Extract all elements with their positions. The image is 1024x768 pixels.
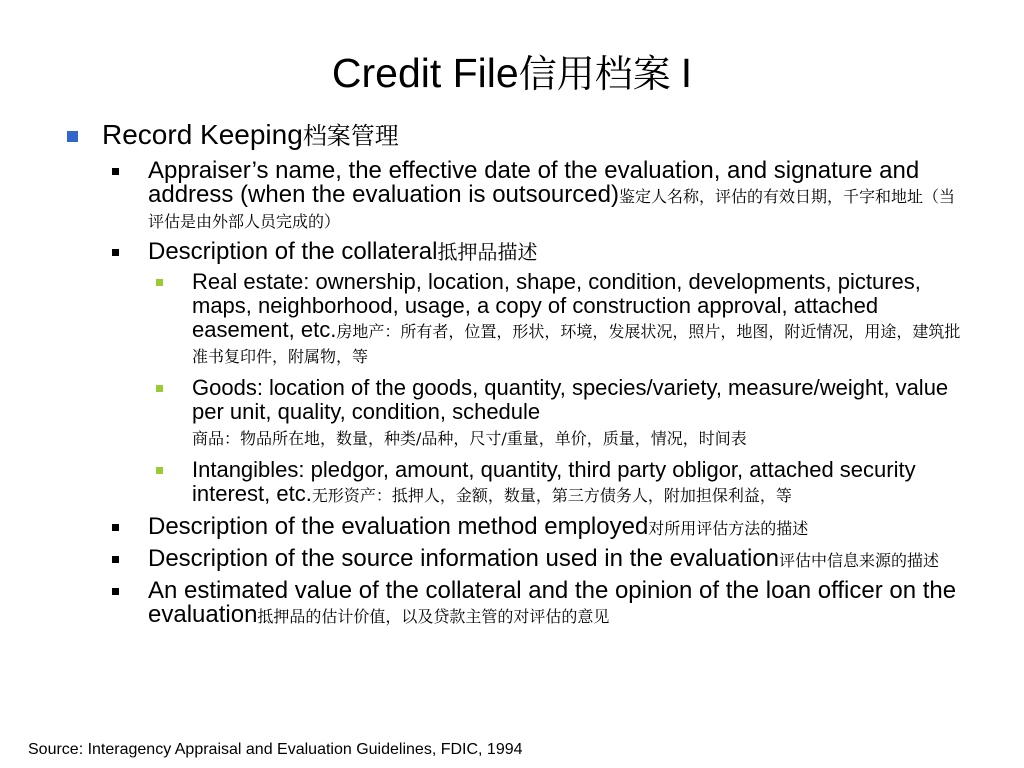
item-cn: 对所用评估方法的描述 bbox=[648, 519, 809, 538]
item-cn: 商品：物品所在地，数量，种类/品种，尺寸/重量，单价，质量，情况，时间表 bbox=[192, 429, 747, 448]
title-number: I bbox=[680, 50, 693, 96]
item-cn: 房地产：所有者，位置，形状，环境，发展状况，照片，地图，附近情况，用途，建筑批准书复印件，附属物，等 bbox=[192, 322, 961, 366]
item-source-information bbox=[102, 547, 962, 572]
slide-title bbox=[0, 48, 1024, 99]
item-collateral-description bbox=[102, 240, 962, 507]
heading-en: Record Keeping bbox=[102, 119, 303, 150]
item-goods bbox=[148, 376, 962, 450]
bullet-record-keeping bbox=[62, 118, 962, 628]
item-text: Description of the evaluation method employed bbox=[148, 513, 649, 540]
item-text: Intangibles: pledgor, amount, quantity, third party obligor, attached security interest, etc. bbox=[192, 457, 916, 506]
item-text: An estimated value of the collateral and the opinion of the loan officer on the evaluation bbox=[148, 577, 957, 628]
collateral-sublist bbox=[148, 270, 962, 507]
title-cn: 信用档案 bbox=[518, 52, 671, 96]
title-en: Credit File bbox=[331, 50, 519, 96]
source-citation: Source: Interagency Appraisal and Evaluation Guidelines, FDIC, 1994 bbox=[28, 741, 523, 758]
item-text: Appraiser’s name, the effective date of the evaluation, and signature and address (when the evaluation is outsourced) bbox=[148, 157, 920, 208]
item-text: Description of the collateral bbox=[148, 238, 438, 265]
item-cn: 鉴定人名称，评估的有效日期，千字和地址（当评估是由外部人员完成的） bbox=[148, 187, 955, 231]
item-text: Real estate: ownership, location, shape, condition, developments, pictures, maps, neighborhood, usage, a copy of construction approval, attached easement, etc. bbox=[192, 269, 921, 342]
item-appraiser bbox=[102, 159, 962, 233]
item-text: Goods: location of the goods, quantity, species/variety, measure/weight, value per unit, quality, condition, schedule bbox=[192, 375, 949, 424]
main-list bbox=[62, 118, 962, 635]
record-keeping-sublist bbox=[102, 159, 962, 628]
item-cn: 抵押品的估计价值，以及贷款主管的对评估的意见 bbox=[257, 607, 610, 626]
item-intangibles bbox=[148, 458, 962, 507]
heading-cn: 档案管理 bbox=[302, 122, 399, 150]
item-real-estate bbox=[148, 270, 962, 368]
item-cn: 评估中信息来源的描述 bbox=[779, 551, 940, 570]
item-estimated-value bbox=[102, 579, 962, 628]
item-evaluation-method bbox=[102, 515, 962, 540]
item-text: Description of the source information used in the evaluation bbox=[148, 545, 780, 572]
item-cn: 无形资产：抵押人，金额，数量，第三方债务人，附加担保利益，等 bbox=[311, 486, 792, 505]
item-cn: 抵押品描述 bbox=[437, 240, 538, 264]
